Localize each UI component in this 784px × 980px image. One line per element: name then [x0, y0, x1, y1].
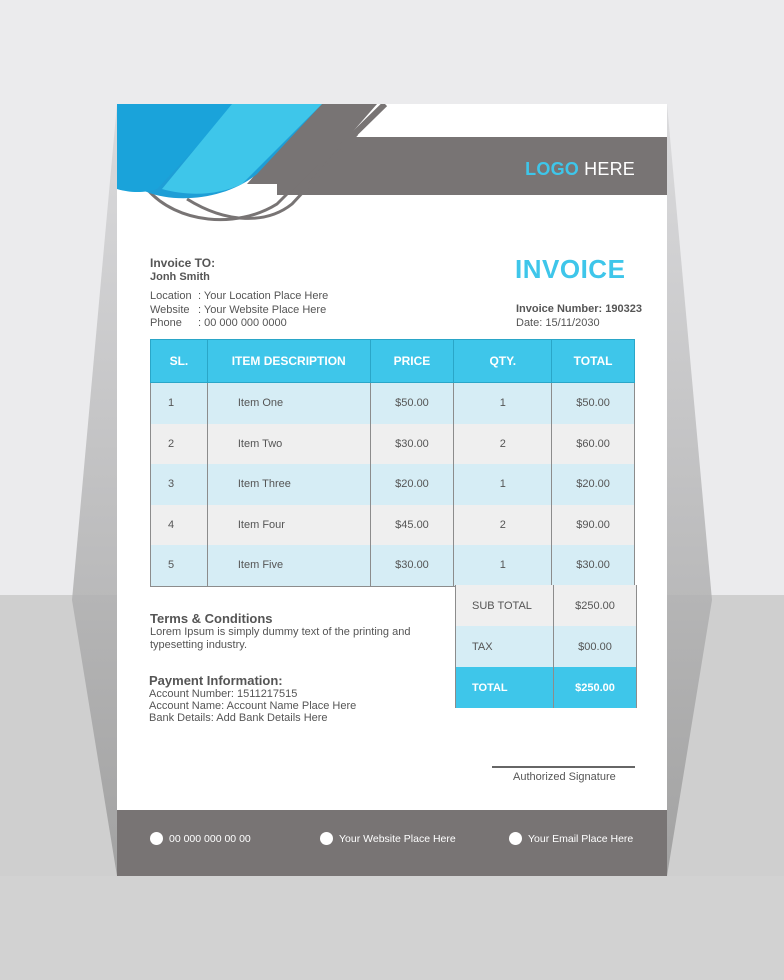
- footer-email-text: Your Email Place Here: [528, 832, 634, 845]
- footer-bar: [117, 810, 667, 876]
- cell-qty: 1: [454, 545, 552, 586]
- client-contact: [150, 290, 328, 331]
- cell-description: Item Two: [207, 424, 370, 465]
- tax-label: TAX: [456, 626, 554, 667]
- cell-qty: 1: [454, 383, 552, 424]
- bank-details: Bank Details: Add Bank Details Here: [149, 712, 328, 724]
- cell-sl: 2: [151, 424, 208, 465]
- invoice-to-block: [150, 256, 215, 284]
- cell-description: Item One: [207, 383, 370, 424]
- footer-email: [509, 832, 633, 845]
- contact-row: [150, 317, 328, 331]
- client-name: Jonh Smith: [150, 271, 210, 283]
- total-label: TOTAL: [456, 667, 554, 708]
- signature-line: [492, 766, 635, 768]
- invoice-meta: [516, 303, 642, 330]
- header-qty: QTY.: [454, 340, 552, 383]
- cell-sl: 1: [151, 383, 208, 424]
- items-table: [150, 339, 635, 587]
- terms-text: Lorem Ipsum is simply dummy text of the printing and typesetting industry.: [150, 626, 411, 651]
- table-row: [151, 464, 635, 505]
- table-header-row: [151, 340, 635, 383]
- footer-website-text: Your Website Place Here: [339, 832, 456, 845]
- cell-price: $20.00: [370, 464, 454, 505]
- globe-icon: [320, 832, 333, 845]
- cell-qty: 2: [454, 424, 552, 465]
- footer-phone-text: 00 000 000 00 00: [169, 832, 251, 845]
- header-price: PRICE: [370, 340, 454, 383]
- cell-total: $30.00: [552, 545, 635, 586]
- terms-section: [150, 612, 420, 652]
- cell-qty: 1: [454, 464, 552, 505]
- contact-key: Website: [150, 303, 190, 316]
- cell-total: $90.00: [552, 505, 635, 546]
- subtotal-value: $250.00: [575, 599, 615, 612]
- contact-row: [150, 290, 328, 304]
- contact-key: Phone: [150, 317, 182, 329]
- header-sl: SL.: [151, 340, 208, 383]
- totals-box: [455, 585, 637, 708]
- header-total: TOTAL: [552, 340, 635, 383]
- table-row: [151, 424, 635, 465]
- contact-value: : Your Location Place Here: [198, 290, 329, 302]
- logo-part-2: HERE: [578, 159, 635, 179]
- footer-phone: [150, 832, 251, 845]
- footer-website: [320, 832, 456, 845]
- email-icon: [509, 832, 522, 845]
- logo-part-1: LOGO: [525, 159, 579, 179]
- subtotal-label: SUB TOTAL: [456, 585, 554, 626]
- cell-description: Item Five: [207, 545, 370, 586]
- total-value: $250.00: [575, 681, 615, 694]
- contact-value: : 00 000 000 0000: [198, 317, 287, 329]
- tax-row: [456, 626, 636, 667]
- cell-total: $50.00: [552, 383, 635, 424]
- phone-icon: [150, 832, 163, 845]
- cell-price: $45.00: [370, 505, 454, 546]
- cell-price: $50.00: [370, 383, 454, 424]
- cell-price: $30.00: [370, 545, 454, 586]
- cell-description: Item Three: [207, 464, 370, 505]
- cell-total: $60.00: [552, 424, 635, 465]
- terms-heading: Terms & Conditions: [150, 611, 273, 626]
- cell-sl: 3: [151, 464, 208, 505]
- cell-sl: 4: [151, 505, 208, 546]
- cell-total: $20.00: [552, 464, 635, 505]
- logo-text: [525, 159, 635, 180]
- account-number: Account Number: 1511217515: [149, 688, 298, 700]
- contact-value: : Your Website Place Here: [198, 303, 327, 316]
- subtotal-row: [456, 585, 636, 626]
- cell-price: $30.00: [370, 424, 454, 465]
- contact-row: [150, 304, 328, 318]
- payment-heading: Payment Information:: [149, 673, 283, 688]
- account-name: Account Name: Account Name Place Here: [149, 700, 357, 712]
- invoice-document: [117, 104, 667, 876]
- invoice-number: Invoice Number: 190323: [516, 303, 642, 315]
- invoice-date: Date: 15/11/2030: [516, 316, 600, 329]
- payment-section: [149, 675, 356, 724]
- signature-label: Authorized Signature: [513, 771, 616, 783]
- tax-value: $00.00: [578, 640, 612, 653]
- invoice-title: INVOICE: [515, 254, 626, 284]
- total-row: [456, 667, 636, 708]
- header-description: ITEM DESCRIPTION: [207, 340, 370, 383]
- contact-key: Location: [150, 290, 192, 302]
- cell-description: Item Four: [207, 505, 370, 546]
- table-row: [151, 545, 635, 586]
- cell-qty: 2: [454, 505, 552, 546]
- table-row: [151, 383, 635, 424]
- invoice-to-label: Invoice TO:: [150, 256, 216, 270]
- table-row: [151, 505, 635, 546]
- cell-sl: 5: [151, 545, 208, 586]
